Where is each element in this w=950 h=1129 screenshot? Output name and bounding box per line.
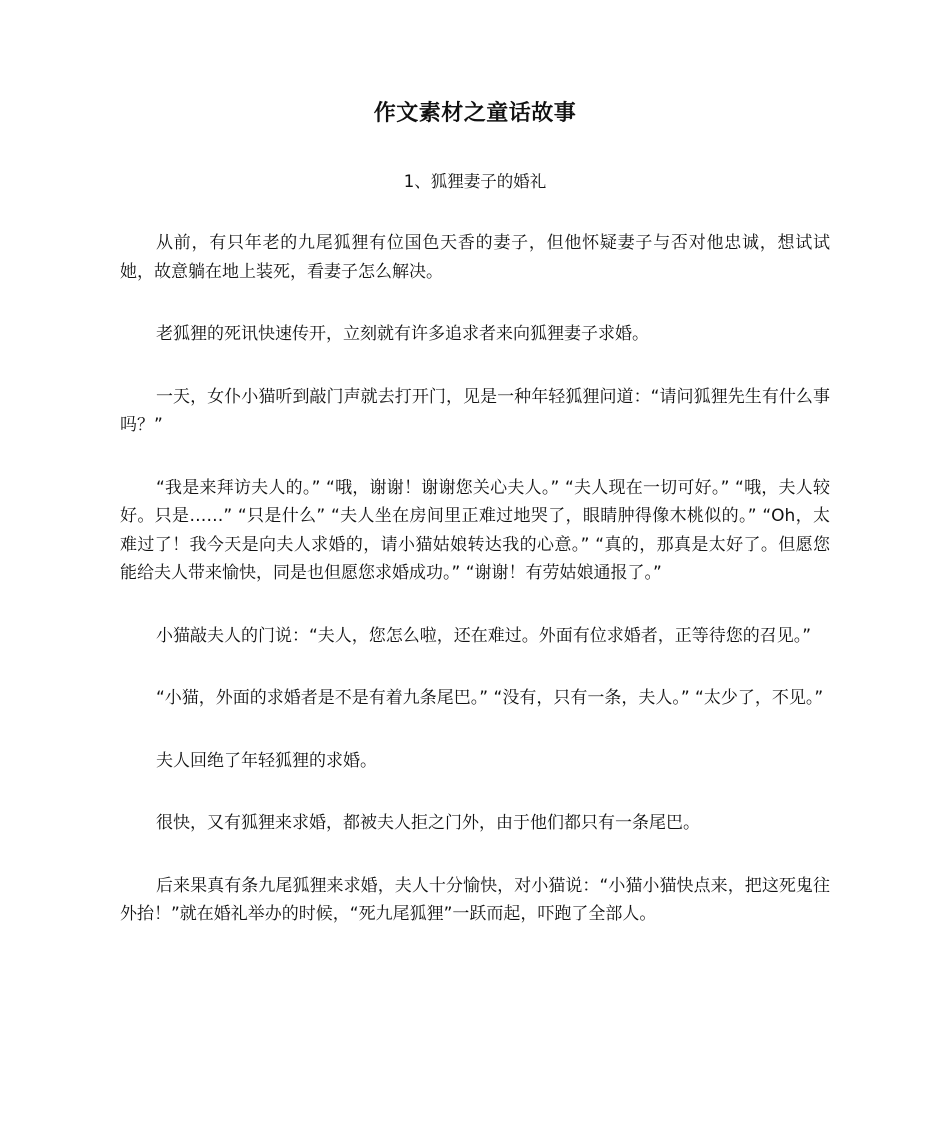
paragraph-6: “小猫，外面的求婚者是不是有着九条尾巴。” “没有，只有一条，夫人。” “太少了，不见。” bbox=[156, 688, 824, 708]
paragraph-1: 从前，有只年老的九尾狐狸有位国色天香的妻子，但他怀疑妻子与否对他忠诚，想试试她，故意躺在地上装死，看妻子怎么解决。 bbox=[120, 233, 830, 282]
paragraph-9: 后来果真有条九尾狐狸来求婚，夫人十分愉快，对小猫说：“小猫小猫快点来，把这死鬼往外抬！”就在婚礼举办的时候，“死九尾狐狸”一跃而起，吓跑了全部人。 bbox=[120, 875, 830, 924]
story-body bbox=[120, 229, 830, 963]
document-title: 作文素材之童话故事 bbox=[373, 101, 577, 126]
paragraph-4: “我是来拜访夫人的。” “哦，谢谢！谢谢您关心夫人。” “夫人现在一切可好。” “哦，夫人较好。只是……” “只是什么” “夫人坐在房间里正难过地哭了，眼睛肿得像木桃似的。” “Oh，太难过了！我今天是向夫人求婚的，请小猫姑娘转达我的心意。” “真的，那真是太好了。但愿您能给夫人带来愉快，同是也但愿您求婚成功。” “谢谢！有劳姑娘通报了。” bbox=[120, 477, 830, 583]
paragraph-5: 小猫敲夫人的门说：“夫人，您怎么啦，还在难过。外面有位求婚者，正等待您的召见。” bbox=[156, 625, 812, 646]
section-heading: 1、狐狸妻子的婚礼 bbox=[403, 172, 547, 191]
paragraph-8: 很快，又有狐狸来求婚，都被夫人拒之门外，由于他们都只有一条尾巴。 bbox=[156, 813, 700, 833]
paragraph-7: 夫人回绝了年轻狐狸的求婚。 bbox=[156, 750, 377, 771]
paragraph-3: 一天，女仆小猫听到敲门声就去打开门，见是一种年轻狐狸问道：“请问狐狸先生有什么事吗？” bbox=[120, 386, 830, 435]
paragraph-2: 老狐狸的死讯快速传开，立刻就有许多追求者来向狐狸妻子求婚。 bbox=[156, 324, 649, 344]
